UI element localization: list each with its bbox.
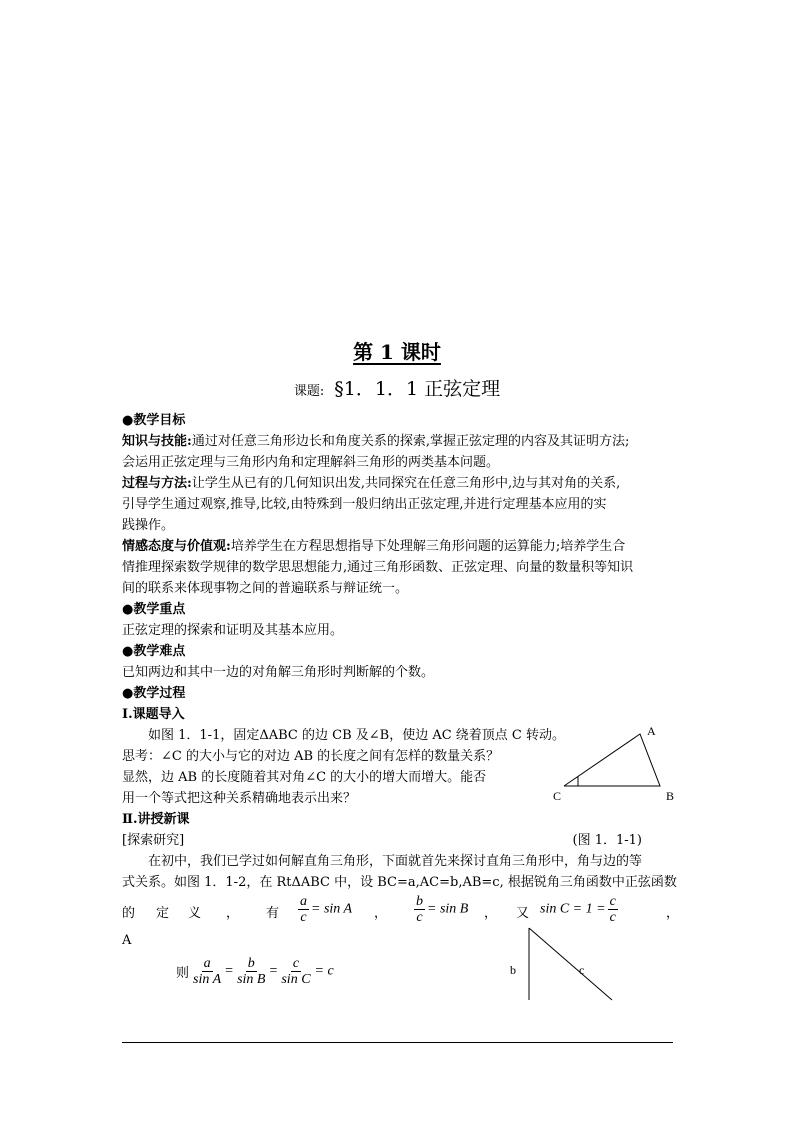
key-points-text: 正弦定理的探索和证明及其基本应用。 (122, 623, 344, 638)
comma-1: ， (374, 906, 388, 921)
new-line-2: 式关系。如图 1．1-2，在 RtΔABC 中，设 BC=a,AC=b,AB=c, 根据锐角三角函数中正弦函数 (122, 875, 677, 890)
eq-sign-1: = (225, 963, 234, 979)
process-label: 过程与方法: (122, 476, 192, 491)
difficulties-text: 已知两边和其中一边的对角解三角形时判断解的个数。 (122, 665, 435, 680)
emotion-label: 情感态度与价值观: (122, 539, 231, 554)
intro-line-3: 显然，边 AB 的长度随着其对角∠C 的大小的增大而增大。能否 (122, 770, 487, 785)
def-word-4: ， (226, 906, 240, 921)
section-intro-heading: Ⅰ.课题导入 (122, 707, 185, 722)
formula-sinC (540, 894, 620, 925)
formula-sinA (296, 894, 352, 925)
sinC-lhs: sin C = 1 = (540, 901, 606, 917)
lesson-subject (0, 374, 794, 401)
frac2-numerator: b (416, 894, 423, 909)
formula-sinB (412, 894, 468, 925)
objectives-heading: ●教学目标 (122, 413, 186, 428)
ratio3-denominator: sin C (281, 972, 311, 987)
figure-caption: (图 1．1-1) (572, 833, 642, 848)
emotion-line-3: 间的联系来体现事物之间的普遍联系与辩证统一。 (122, 581, 409, 596)
explore-label: [探索研究] (122, 833, 185, 848)
definition-line (122, 892, 680, 928)
figure1-label-b: B (666, 789, 675, 803)
section-new-heading: Ⅱ.讲授新课 (122, 812, 190, 827)
emotion-line-2: 情推理探索数学规律的数学思思想能力,通过三角形函数、正弦定理、向量的数量积等知识 (122, 560, 634, 575)
comma-2: ， (484, 906, 498, 921)
def-word-2: 定 (156, 906, 170, 921)
frac3-denominator: c (609, 910, 616, 925)
def-word-1: 的 (122, 906, 136, 921)
subject-text: §1．1．1 正弦定理 (334, 378, 501, 400)
ratio-equation (176, 956, 334, 987)
new-line-1: 在初中，我们已学过如何解直角三角形，下面就首先来探讨直角三角形中，角与边的等 (148, 854, 643, 869)
ratio3-numerator: c (292, 956, 300, 971)
figure1-label-a: A (647, 724, 656, 738)
frac1-numerator: a (300, 894, 307, 909)
ratio2-numerator: b (247, 956, 255, 971)
intro-line-1: 如图 1．1-1，固定ΔABC 的边 CB 及∠B，使边 AC 绕着顶点 C 转动。 (148, 728, 566, 743)
knowledge-line-1 (122, 431, 674, 452)
emotion-text-1: 培养学生在方程思想指导下处理解三角形问题的运算能力;培养学生合 (230, 539, 626, 554)
lone-vertex-label: A (122, 933, 132, 948)
process-text-1: 让学生从已有的几何知识出发,共同探究在任意三角形中,边与其对角的关系, (191, 476, 621, 491)
ratio1-denominator: sin A (193, 972, 222, 987)
ze-word: 则 (176, 966, 190, 981)
you-word: 又 (516, 906, 530, 921)
emotion-line-1 (122, 536, 674, 557)
intro-line-2: 思考：∠C 的大小与它的对边 AB 的长度之间有怎样的数量关系？ (122, 749, 500, 764)
ratio2-denominator: sin B (237, 972, 266, 987)
figure1-label-c: C (553, 789, 562, 803)
process-line-2: 引导学生通过观察,推导,比较,由特殊到一般归纳出正弦定理,并进行定理基本应用的实 (122, 497, 607, 512)
figure2-label-b: b (510, 963, 516, 977)
comma-3: ， (666, 906, 680, 921)
knowledge-label: 知识与技能: (122, 434, 192, 449)
process-heading: ●教学过程 (122, 686, 186, 701)
process-line-3: 践操作。 (122, 518, 175, 533)
knowledge-line-2: 会运用正弦定理与三角形内角和定理解斜三角形的两类基本问题。 (122, 455, 500, 470)
eq-sign-2: = (269, 963, 278, 979)
knowledge-text-1: 通过对任意三角形边长和角度关系的探索,掌握正弦定理的内容及其证明方法; (191, 434, 630, 449)
frac1-denominator: c (300, 910, 307, 925)
frac3-numerator: c (609, 894, 616, 909)
objectives-section (122, 410, 677, 893)
footer-divider (122, 1042, 673, 1043)
ratio1-numerator: a (203, 956, 211, 971)
figure-right-triangle (526, 926, 616, 1002)
key-points-heading: ●教学重点 (122, 602, 186, 617)
intro-line-4: 用一个等式把这种关系精确地表示出来？ (122, 791, 357, 806)
process-line-1 (122, 473, 674, 494)
frac1-rhs: = sin A (311, 901, 353, 917)
page-title: 第 1 课时 (353, 340, 441, 364)
eq-end: = c (314, 963, 334, 979)
frac2-rhs: = sin B (427, 901, 469, 917)
def-word-3: 义 (188, 906, 202, 921)
frac2-denominator: c (416, 910, 423, 925)
difficulties-heading: ●教学难点 (122, 644, 186, 659)
subject-label: 课题: (293, 384, 325, 399)
figure2-label-c: c (579, 963, 585, 977)
def-word-5: 有 (266, 906, 280, 921)
explore-line (122, 830, 674, 851)
right-triangle-hypotenuse-c (529, 928, 612, 1000)
